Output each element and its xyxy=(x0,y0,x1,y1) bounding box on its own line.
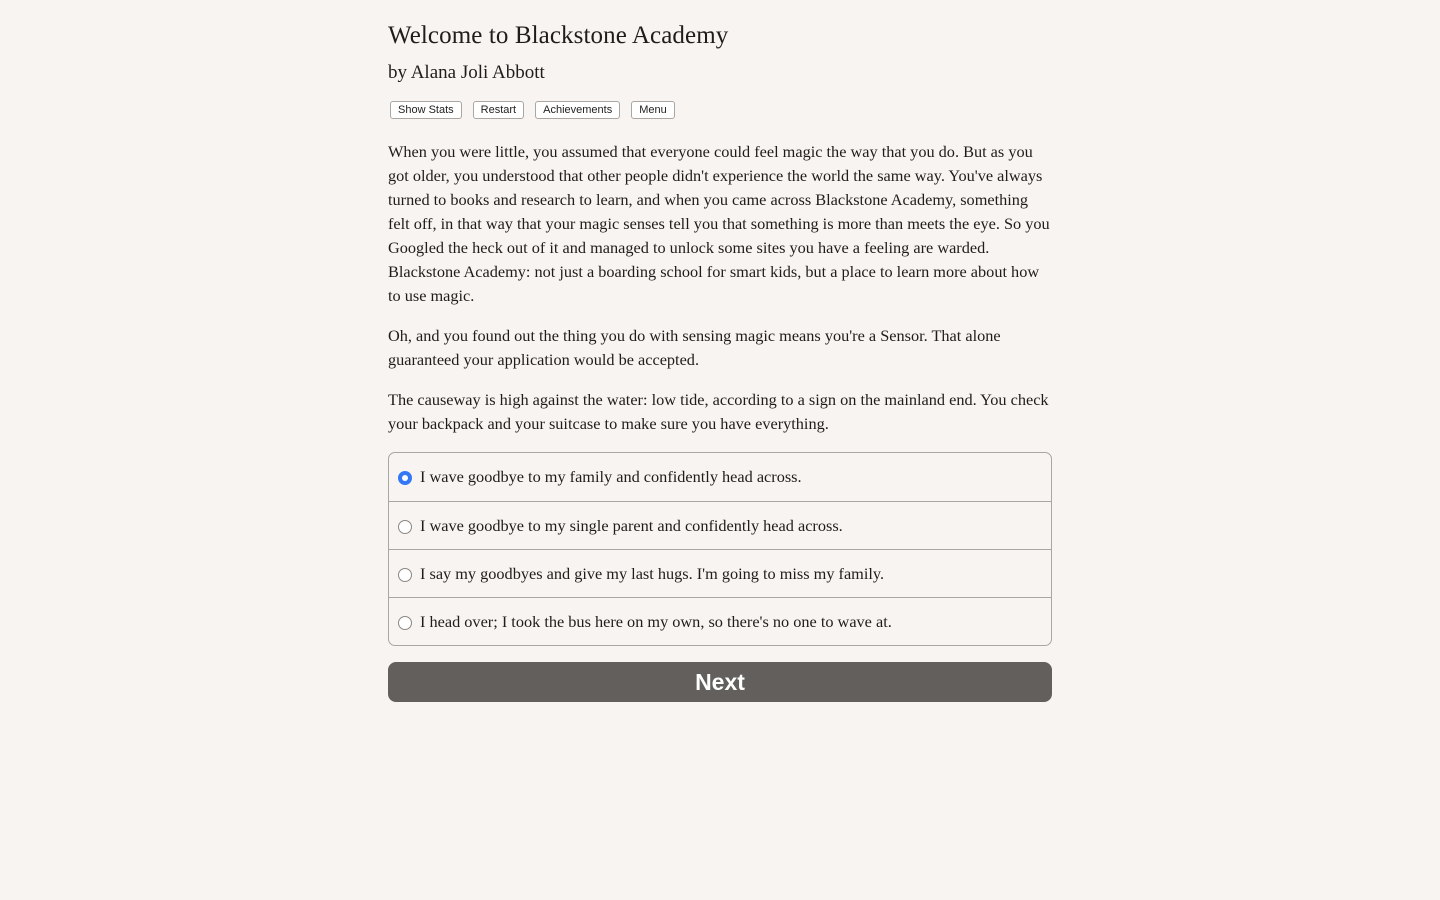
radio-button[interactable] xyxy=(398,616,412,630)
choice-label: I wave goodbye to my family and confidently head across. xyxy=(420,467,802,486)
story-paragraph: When you were little, you assumed that everyone could feel magic the way that you do. But as you got older, you understood that other people didn't experience the world the same way. You've always turned to books and research to learn, and when you came across Blackstone Academy, something felt off, in that way that your magic senses tell you that something is more than meets the eye. So you Googled the heck out of it and managed to unlock some sites you have a feeling are warded. Blackstone Academy: not just a boarding school for smart kids, but a place to learn more about how to use magic. xyxy=(388,142,1050,305)
story-paragraph: The causeway is high against the water: low tide, according to a sign on the mainland end. You check your backpack and your suitcase to make sure you have everything. xyxy=(388,390,1049,433)
restart-button[interactable]: Restart xyxy=(473,101,524,119)
toolbar xyxy=(388,101,1052,121)
game-title: Welcome to Blackstone Academy xyxy=(388,22,729,49)
choice-label: I say my goodbyes and give my last hugs. I'm going to miss my family. xyxy=(420,563,885,583)
radio-button[interactable] xyxy=(398,520,412,534)
radio-button[interactable] xyxy=(398,568,412,582)
choice-label: I head over; I took the bus here on my own, so there's no one to wave at. xyxy=(420,611,892,631)
choice-list xyxy=(388,452,1052,646)
choice-label: I wave goodbye to my single parent and confidently head across. xyxy=(420,515,843,535)
show-stats-button[interactable]: Show Stats xyxy=(390,101,462,119)
choice-option[interactable] xyxy=(389,549,1051,597)
choice-option[interactable] xyxy=(389,597,1051,645)
radio-button[interactable] xyxy=(398,471,412,485)
menu-button[interactable]: Menu xyxy=(631,101,675,119)
choice-option[interactable] xyxy=(389,501,1051,549)
next-button[interactable]: Next xyxy=(388,662,1052,702)
game-author: by Alana Joli Abbott xyxy=(388,62,545,83)
story-paragraph: Oh, and you found out the thing you do with sensing magic means you're a Sensor. That alone guaranteed your application would be accepted. xyxy=(388,326,1001,369)
story-text xyxy=(388,140,1052,436)
choice-option[interactable] xyxy=(389,453,1051,501)
game-container xyxy=(388,0,1052,702)
achievements-button[interactable]: Achievements xyxy=(535,101,620,119)
